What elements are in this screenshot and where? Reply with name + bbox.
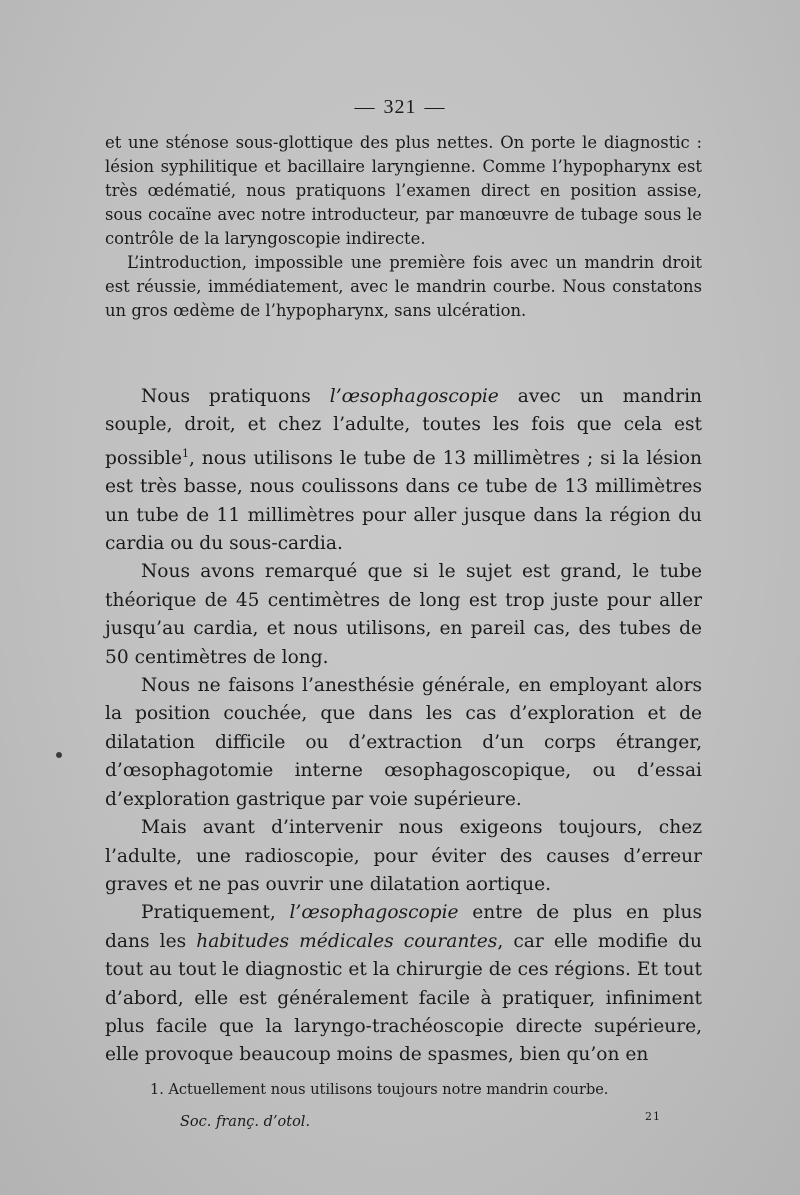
- main-text: [105, 383, 702, 1070]
- main-paragraph-5: [105, 899, 702, 1069]
- main-paragraph-2: Nous avons remarqué que si le sujet est grand, le tube théorique de 45 centimètres de long est trop juste pour aller jusqu’au cardia, et nous utilisons, en pareil cas, des tubes de 50 centimètres de long.: [105, 561, 702, 668]
- sheet-number: 21: [645, 1110, 661, 1123]
- text-run: avec un mandrin souple, droit, et chez l’adulte, toutes les fois que cela est possible: [105, 386, 703, 469]
- page-number-dash-right: —: [424, 96, 446, 118]
- case-paragraph-2: L’introduction, impossible une première fois avec un mandrin droit est réussie, immédiatement, avec le mandrin courbe. Nous constatons un gros œdème de l’hypopharynx, sans ulcération.: [105, 253, 702, 320]
- case-report-text: [105, 131, 702, 323]
- case-paragraph-1: et une sténose sous-glottique des plus nettes. On porte le diagnostic : lésion syphilitique et bacillaire laryngienne. Comme l’hypopharynx est très œdématié, nous pratiquons l’examen direct en position assise, sous cocaïne avec notre introducteur, par manœuvre de tubage sous le contrôle de la laryngoscopie indirecte.: [105, 133, 702, 248]
- signature-mark: Soc. franç. d’otol.: [180, 1114, 311, 1130]
- ink-spot: [56, 752, 62, 758]
- main-paragraph-1: [105, 383, 702, 558]
- emphasis: l’œsophagoscopie: [289, 902, 459, 924]
- main-paragraph-3: Nous ne faisons l’anesthésie générale, en employant alors la position couchée, que dans les cas d’exploration et de dilatation difficile ou d’extraction d’un corps étranger, d’œsophagotomie interne œsophagoscopique, ou d’essai d’exploration gastrique par voie supérieure.: [105, 675, 702, 810]
- main-paragraph-4: Mais avant d’intervenir nous exigeons toujours, chez l’adulte, une radioscopie, pour éviter des causes d’erreur graves et ne pas ouvrir une dilatation aortique.: [105, 817, 702, 895]
- page-number-dash-left: —: [354, 96, 376, 118]
- page-number: [0, 96, 800, 119]
- text-run: , nous utilisons le tube de 13 millimètres ; si la lésion est très basse, nous coulissons dans ce tube de 13 millimètres un tube de 11 millimètres pour aller jusque dans la région du cardia ou du sous-cardia.: [105, 447, 702, 555]
- footnote: 1. Actuellement nous utilisons toujours notre mandrin courbe.: [150, 1082, 609, 1098]
- text-run: Nous pratiquons: [141, 386, 330, 407]
- emphasis: l’œsophagoscopie: [329, 386, 499, 407]
- page-number-value: 321: [383, 96, 417, 118]
- text-run: , car elle modifie du tout au tout le diagnostic et la chirurgie de ces régions. Et tout d’abord, elle est généralement facile à pratiquer, infiniment plus facile que la laryngo-trachéoscopie directe supérieure, elle provoque beaucoup moins de spasmes, bien qu’on en: [105, 930, 702, 1066]
- emphasis: habitudes médicales courantes: [196, 930, 498, 952]
- text-run: entre de plus en plus dans les: [105, 902, 702, 952]
- footnote-reference: 1: [181, 446, 189, 460]
- text-run: Pratiquement,: [141, 902, 290, 924]
